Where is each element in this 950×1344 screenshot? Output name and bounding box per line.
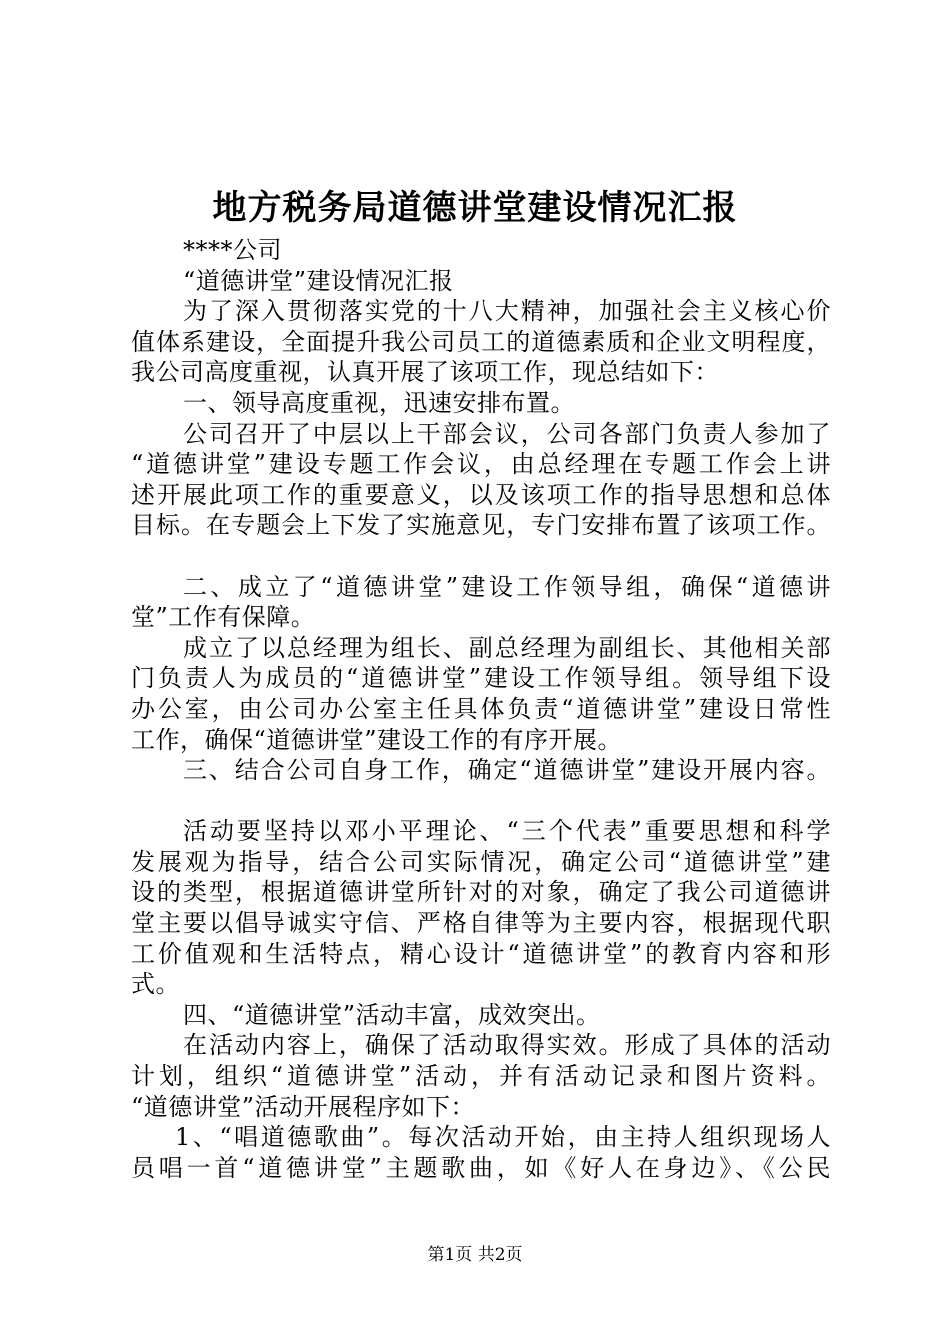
paragraph-line: “道德讲堂”建设专题工作会议，由总经理在专题工作会上讲	[131, 450, 831, 479]
section-heading: 一、领导高度重视，迅速安排布置。	[183, 388, 575, 417]
company-line: ****公司	[183, 236, 282, 264]
paragraph-line: 述开展此项工作的重要意义，以及该项工作的指导思想和总体	[131, 480, 831, 509]
paragraph-line: “道德讲堂”活动开展程序如下：	[131, 1092, 476, 1121]
section-heading: 四、“道德讲堂”活动丰富，成效突出。	[183, 1000, 601, 1029]
paragraph-line: 1、“唱道德歌曲”。每次活动开始，由主持人组织现场人	[175, 1123, 831, 1152]
page-number: 第1页 共2页	[427, 1245, 523, 1265]
paragraph-line: 式。	[131, 970, 180, 999]
paragraph-line: 工价值观和生活特点，精心设计“道德讲堂”的教育内容和形	[131, 939, 831, 968]
section-heading: 堂”工作有保障。	[131, 603, 316, 632]
paragraph-line: 员唱一首“道德讲堂”主题歌曲，如《好人在身边》、《公民	[131, 1153, 831, 1182]
report-subtitle: “道德讲堂”建设情况汇报	[183, 266, 454, 295]
paragraph-line: 工作，确保“道德讲堂”建设工作的有序开展。	[131, 725, 623, 754]
paragraph-line: 门负责人为成员的“道德讲堂”建设工作领导组。领导组下设	[131, 664, 831, 693]
paragraph-line: 我公司高度重视，认真开展了该项工作，现总结如下：	[131, 358, 719, 387]
paragraph-line: 值体系建设，全面提升我公司员工的道德素质和企业文明程度，	[131, 327, 831, 356]
document-body	[131, 235, 831, 1183]
document-title: 地方税务局道德讲堂建设情况汇报	[212, 188, 738, 228]
section-heading: 三、结合公司自身工作，确定“道德讲堂”建设开展内容。	[183, 756, 831, 785]
paragraph-line: 办公室，由公司办公室主任具体负责“道德讲堂”建设日常性	[131, 694, 831, 723]
paragraph-line: 成立了以总经理为组长、副总经理为副组长、其他相关部	[183, 633, 831, 662]
blank-line	[131, 786, 831, 817]
paragraph-line: 设的类型，根据道德讲堂所针对的对象，确定了我公司道德讲	[131, 878, 831, 907]
blank-line	[131, 541, 831, 572]
paragraph-line: 为了深入贯彻落实党的十八大精神，加强社会主义核心价	[183, 297, 831, 326]
paragraph-line: 堂主要以倡导诚实守信、严格自律等为主要内容，根据现代职	[131, 909, 831, 938]
paragraph-line: 活动要坚持以邓小平理论、“三个代表”重要思想和科学	[183, 817, 831, 846]
paragraph-line: 发展观为指导，结合公司实际情况，确定公司“道德讲堂”建	[131, 847, 831, 876]
paragraph-line: 目标。在专题会上下发了实施意见，专门安排布置了该项工作。	[131, 511, 831, 540]
section-heading: 二、成立了“道德讲堂”建设工作领导组，确保“道德讲	[183, 572, 831, 601]
paragraph-line: 在活动内容上，确保了活动取得实效。形成了具体的活动	[183, 1031, 831, 1060]
paragraph-line: 计划，组织“道德讲堂”活动，并有活动记录和图片资料。	[131, 1062, 831, 1091]
paragraph-line: 公司召开了中层以上干部会议，公司各部门负责人参加了	[183, 419, 831, 448]
